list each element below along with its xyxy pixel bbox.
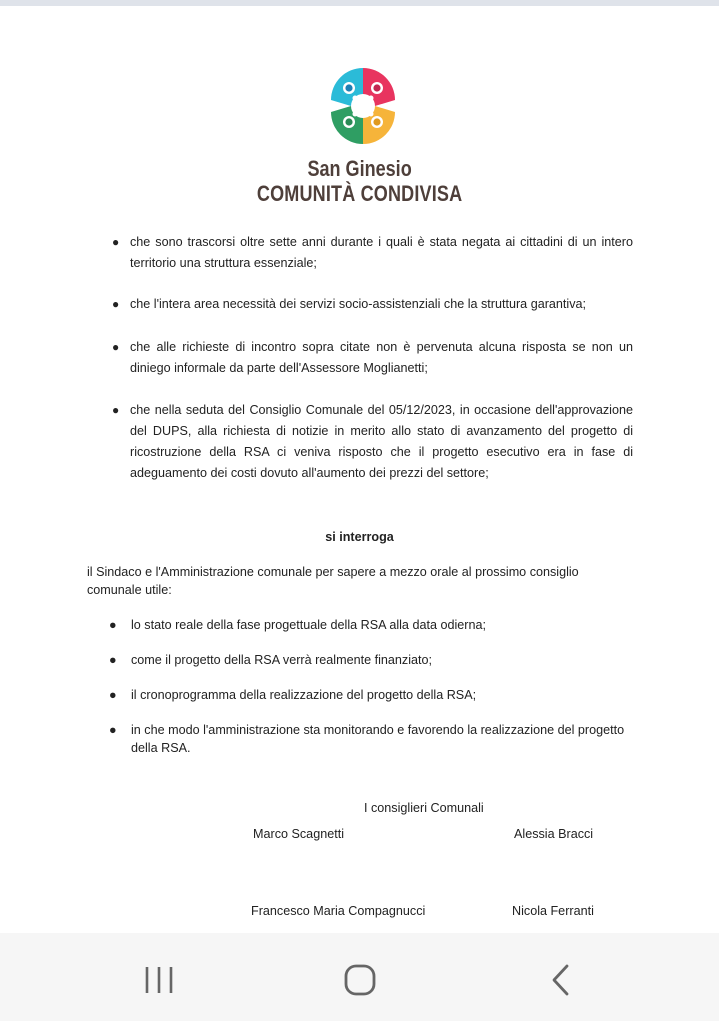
list-item [109,686,629,704]
bullet-icon: ● [112,235,120,249]
list-item-text: il cronoprogramma della realizzazione del progetto della RSA; [131,688,477,702]
logo-title-line2: COMUNITÀ CONDIVISA [256,181,463,206]
back-icon[interactable] [536,961,586,1001]
bullet-icon: ● [112,340,120,354]
list-item [112,400,633,484]
bullet-icon: ● [109,653,117,667]
bullet-icon: ● [109,723,117,737]
home-icon[interactable] [335,961,385,1001]
list-item [112,294,633,315]
list-item-text: che sono trascorsi oltre sette anni durante i quali è stata negata ai cittadini di un intero territorio una struttura essenziale; [130,235,633,270]
list-item [109,651,629,669]
system-navigation-bar [0,933,719,1021]
intro-paragraph: il Sindaco e l'Amministrazione comunale per sapere a mezzo orale al prossimo consiglio comunale utile: [87,565,579,597]
bullet-icon: ● [109,618,117,632]
list-item-text: che l'intera area necessità dei servizi socio-assistenziali che la struttura garantiva; [130,297,586,311]
list-item [109,616,629,634]
signatory-name: Nicola Ferranti [512,904,594,918]
section-heading: si interroga [325,530,394,544]
logo-emblem [323,66,403,146]
bullet-icon: ● [112,297,120,311]
list-item [112,337,633,379]
bullet-icon: ● [109,688,117,702]
signatory-name: Alessia Bracci [514,827,594,841]
signatory-name: Marco Scagnetti [253,827,344,841]
list-item-text: lo stato reale della fase progettuale della RSA alla data odierna; [131,618,486,632]
list-item [109,721,629,757]
signatures-heading: I consiglieri Comunali [364,801,484,815]
list-item-text: come il progetto della RSA verrà realmente finanziato; [131,653,433,667]
bullet-icon: ● [112,403,120,417]
list-item-text: in che modo l'amministrazione sta monitorando e favorendo la realizzazione del progetto della RSA. [131,723,625,755]
list-item-text: che nella seduta del Consiglio Comunale del 05/12/2023, in occasione dell'approvazione del DUPS, alla richiesta di notizie in merito allo stato di avanzamento del progetto di ricostruzione della RSA ci veniva risposto che il progetto esecutivo era in fase di adeguamento dei costi dovuto all'aumento dei prezzi del settore; [130,403,633,480]
signatory-name: Francesco Maria Compagnucci [251,904,426,918]
recents-icon[interactable] [134,961,184,1001]
list-item-text: che alle richieste di incontro sopra citate non è pervenuta alcuna risposta se non un diniego informale da parte dell'Assessore Moglianetti; [130,340,633,375]
document-page[interactable] [0,6,719,933]
list-item [112,232,633,274]
logo-title-line1: San Ginesio [307,156,412,181]
